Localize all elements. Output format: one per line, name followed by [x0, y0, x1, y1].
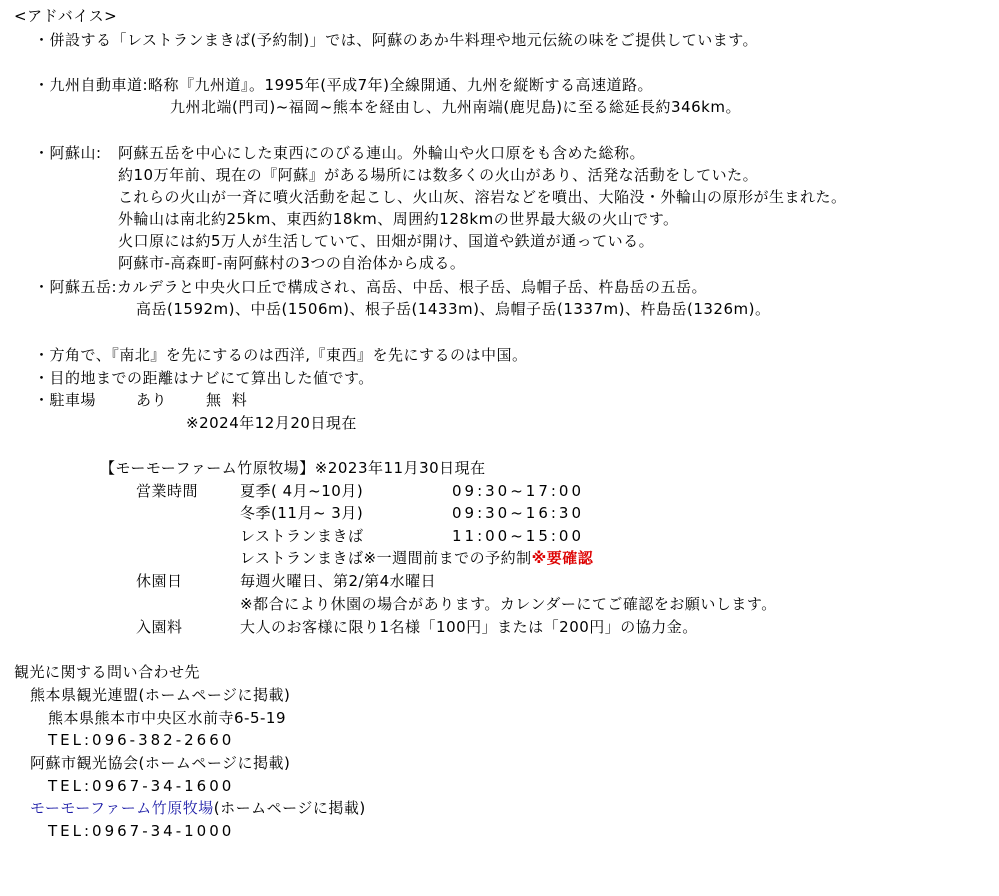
asosan-label: ・阿蘇山:	[34, 144, 102, 162]
kumamoto-tel: TEL:096-382-2660	[48, 731, 235, 749]
reservation-text: レストランまきば※一週間前までの予約制	[240, 549, 532, 567]
parking-available: あり	[136, 391, 168, 409]
contacts-heading: 観光に関する問い合わせ先	[14, 663, 201, 681]
hours-time-winter: 09:30~16:30	[452, 504, 585, 522]
closed-label: 休園日	[136, 572, 183, 590]
hours-season-summer: 夏季( 4月~10月)	[240, 482, 364, 500]
admission-label: 入園料	[136, 618, 183, 636]
parking-label: ・駐車場	[34, 391, 97, 409]
asosan-line-1: 阿蘇五岳を中心にした東西にのびる連山。外輪山や火口原をも含めた総称。	[118, 144, 646, 162]
expressway-line-1: ・九州自動車道:略称『九州道』。1995年(平成7年)全線開通、九州を縦断する高速道路。	[34, 76, 653, 94]
hours-time-restaurant: 11:00~15:00	[452, 527, 585, 545]
asosan-line-5: 火口原には約5万人が生活していて、田畑が開け、国道や鉄道が通っている。	[118, 232, 655, 250]
asosan-line-2: 約10万年前、現在の『阿蘇』がある場所には数多くの火山があり、活発な活動をしていた。	[118, 166, 759, 184]
farm-info-title: 【モーモーファーム竹原牧場】※2023年11月30日現在	[100, 459, 486, 477]
parking-as-of: ※2024年12月20日現在	[186, 414, 357, 432]
hours-label: 営業時間	[136, 482, 199, 500]
distance-note: ・目的地までの距離はナビにて算出した値です。	[34, 369, 374, 387]
advice-heading: <アドバイス>	[14, 7, 118, 25]
asosan-line-6: 阿蘇市-高森町-南阿蘇村の3つの自治体から成る。	[118, 254, 466, 272]
parking-fee: 無 料	[206, 391, 250, 409]
farm-link-suffix: (ホームページに掲載)	[213, 799, 366, 817]
asosan-line-4: 外輪山は南北約25km、東西約18km、周囲約128kmの世界最大級の火山です。	[118, 210, 679, 228]
aso-org: 阿蘇市観光協会(ホームページに掲載)	[30, 754, 291, 772]
aso-tel: TEL:0967-34-1600	[48, 777, 235, 795]
asosan-line-3: これらの火山が一斉に噴火活動を起こし、火山灰、溶岩などを噴出、大陥没・外輪山の原形が生まれた。	[118, 188, 847, 206]
farm-contact	[30, 798, 366, 818]
direction-note: ・方角で、『南北』を先にするのは西洋,『東西』を先にするのは中国。	[34, 346, 528, 364]
farm-link[interactable]: モーモーファーム竹原牧場	[30, 799, 214, 817]
closed-note: ※都合により休園の場合があります。カレンダーにてご確認をお願いします。	[240, 595, 777, 613]
hours-season-winter: 冬季(11月~ 3月)	[240, 504, 364, 522]
closed-days: 毎週火曜日、第2/第4水曜日	[240, 572, 437, 590]
reservation-note	[240, 548, 593, 568]
hours-season-restaurant: レストランまきば	[240, 527, 364, 545]
kumamoto-address: 熊本県熊本市中央区水前寺6-5-19	[48, 709, 287, 727]
gogaku-line-2: 高岳(1592m)、中岳(1506m)、根子岳(1433m)、烏帽子岳(1337m)、杵島岳(1326m)。	[136, 300, 771, 318]
hours-time-summer: 09:30~17:00	[452, 482, 585, 500]
kumamoto-org: 熊本県観光連盟(ホームページに掲載)	[30, 686, 291, 704]
gogaku-line-1: ・阿蘇五岳:カルデラと中央火口丘で構成され、高岳、中岳、根子岳、烏帽子岳、杵島岳の五岳。	[34, 278, 707, 296]
restaurant-note: ・併設する「レストランまきば(予約制)」では、阿蘇のあか牛料理や地元伝統の味をご提供しています。	[34, 31, 759, 49]
admission-fee: 大人のお客様に限り1名様「100円」または「200円」の協力金。	[240, 618, 698, 636]
reservation-warning: ※要確認	[531, 549, 594, 567]
farm-tel: TEL:0967-34-1000	[48, 822, 235, 840]
expressway-line-2: 九州北端(門司)~福岡~熊本を経由し、九州南端(鹿児島)に至る総延長約346km。	[170, 98, 741, 116]
